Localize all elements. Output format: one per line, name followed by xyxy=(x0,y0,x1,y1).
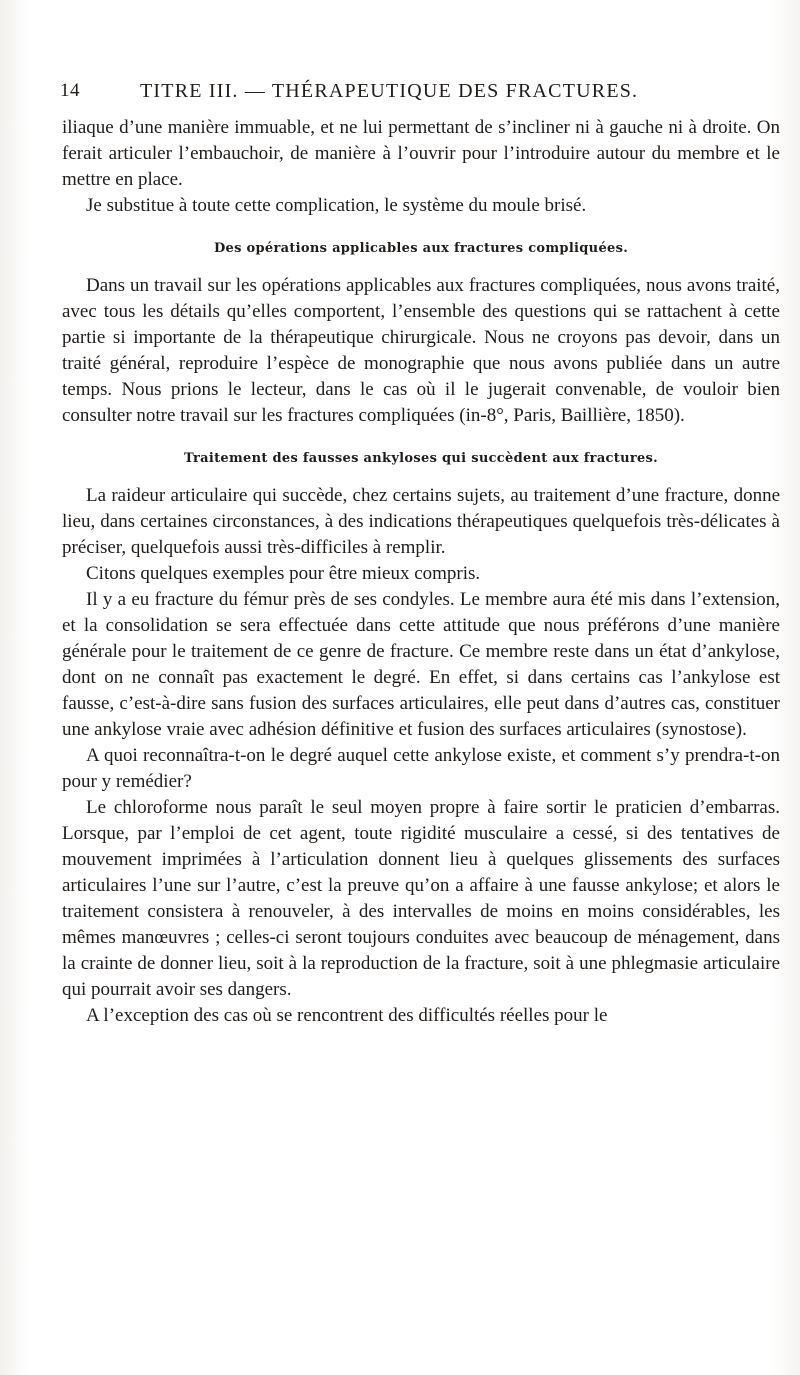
running-head xyxy=(60,80,780,110)
page-number: 14 xyxy=(60,80,80,101)
section-heading-operations: Des opérations applicables aux fractures compliquées. xyxy=(213,241,629,256)
section-heading-ankyloses: Traitement des fausses ankyloses qui succèdent aux fractures. xyxy=(183,451,658,466)
intro-paragraph: iliaque d’une manière immuable, et ne lui permettant de s’incliner ni à gauche ni à droite. On ferait articuler l’embauchoir, de manière à l’ouvrir pour l’introduire autour du membre et le mettre en place. xyxy=(62,117,780,190)
running-title: TITRE III. — THÉRAPEUTIQUE DES FRACTURES. xyxy=(140,80,639,102)
ankyloses-paragraph: Il y a eu fracture du fémur près de ses condyles. Le membre aura été mis dans l’extension, et la consolidation se sera effectuée dans cette attitude que nous préférons d’une manière générale pour le traitement de ce genre de fracture. Ce membre reste dans un état d’ankylose, dont on ne connaît pas exactement le degré. En effet, si dans certains cas l’ankylose est fausse, c’est-à-dire sans fusion des surfaces articulaires, elle peut dans d’autres cas, constituer une ankylose vraie avec adhésion définitive et fusion des surfaces articulaires (synostose). xyxy=(62,589,780,740)
operations-paragraph: Dans un travail sur les opérations applicables aux fractures compliquées, nous avons traité, avec tous les détails qu’elles comportent, l’ensemble des questions qui se rattachent à cette partie si importante de la thérapeutique chirurgicale. Nous ne croyons pas devoir, dans un traité général, reproduire l’espèce de monographie que nous avons publiée dans un autre temps. Nous prions le lecteur, dans le cas où il le jugerait convenable, de vouloir bien consulter notre travail sur les fractures compliquées (in-8°, Paris, Baillière, 1850). xyxy=(62,275,780,426)
ankyloses-paragraph: La raideur articulaire qui succède, chez certains sujets, au traitement d’une fracture, donne lieu, dans certaines circonstances, à des indications thérapeutiques quelquefois très-délicates à préciser, quelquefois aussi très-difficiles à remplir. xyxy=(62,485,780,558)
ankyloses-paragraph: Le chloroforme nous paraît le seul moyen propre à faire sortir le praticien d’embarras. Lorsque, par l’emploi de cet agent, toute rigidité musculaire a cessé, si des tentatives de mouvement imprimées à l’articulation donnent lieu à quelques glissements des surfaces articulaires l’une sur l’autre, c’est la preuve qu’on a affaire à une fausse ankylose; et alors le traitement consistera à renouveler, à des intervalles de moins en moins considérables, les mêmes manœuvres ; celles-ci seront toujours conduites avec beaucoup de ménagement, dans la crainte de donner lieu, soit à la reproduction de la fracture, soit à une phlegmasie articulaire qui pourrait avoir ses dangers. xyxy=(62,797,780,1000)
text-body xyxy=(62,115,780,1029)
ankyloses-paragraph: A quoi reconnaîtra-t-on le degré auquel cette ankylose existe, et comment s’y prendra-t-on pour y remédier? xyxy=(62,745,780,792)
ankyloses-paragraph: A l’exception des cas où se rencontrent des difficultés réelles pour le xyxy=(86,1005,608,1026)
ankyloses-paragraph: Citons quelques exemples pour être mieux compris. xyxy=(86,563,481,584)
intro-sentence: Je substitue à toute cette complication, le système du moule brisé. xyxy=(86,195,587,216)
